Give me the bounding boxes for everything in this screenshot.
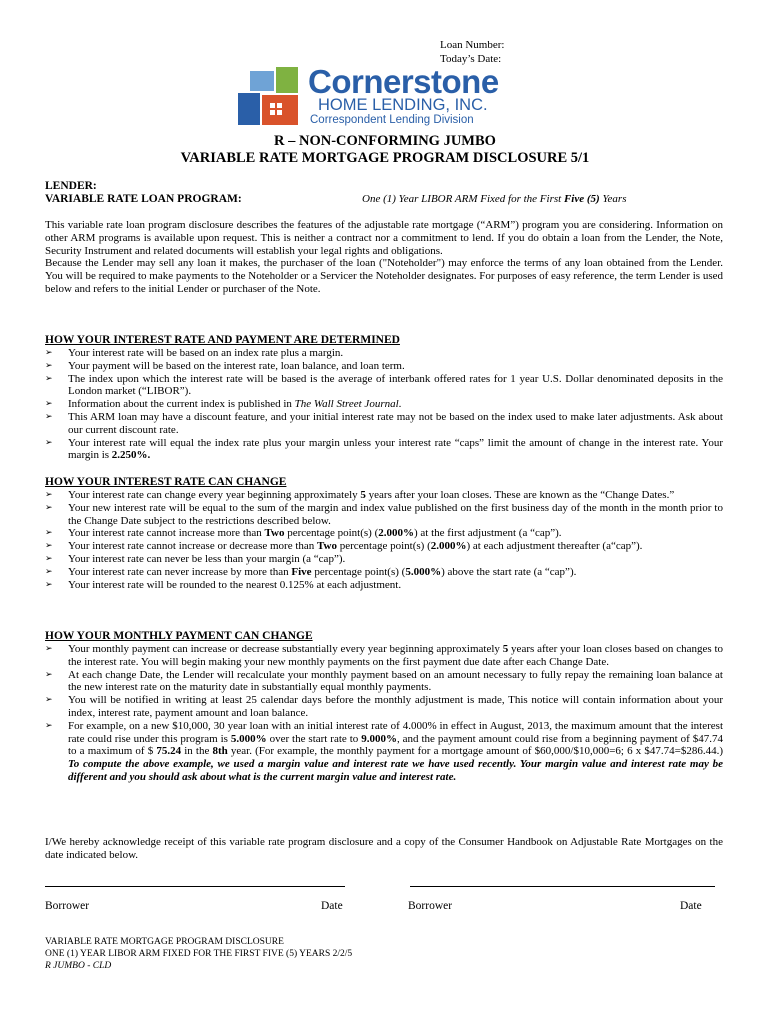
list-item: ➢ Your new interest rate will be equal to the sum of the margin and index value published on the first business day of the month in the month prior to the Change Date subject to the restrictions described below. <box>45 501 723 527</box>
arrow-bullet-icon: ➢ <box>45 566 53 577</box>
list-item: ➢ Your interest rate can change every year beginning approximately 5 years after your loan closes. These are known as the “Change Dates.” <box>45 489 675 501</box>
borrower-2-signature-line[interactable] <box>410 886 715 887</box>
intro-paragraph-1: This variable rate loan program disclosure describes the features of the adjustable rate mortgage (“ARM”) program you are considering. Information on other ARM programs is available upon request. This is neither a contract nor a commitment to lend. If you do obtain a loan from the Lender, the Note, Security Instrument and related documents will establish your legal rights and obligations. <box>45 219 723 257</box>
list-item: ➢ Your interest rate can never increase by more than Five percentage point(s) (5.000%) above the start rate (a “cap”). <box>45 565 577 578</box>
logo-wordmark <box>308 63 499 127</box>
list-item: ➢ Your payment will be based on the interest rate, loan balance, and loan term. <box>45 359 405 372</box>
list-item: ➢ Your interest rate will be based on an index rate plus a margin. <box>45 347 344 359</box>
list-item: ➢ For example, on a new $10,000, 30 year loan with an initial interest rate of 4.000% in effect in August, 2013, the maximum amount that the interest rate could rise under this program is 5.000% over the start rate to 9.000%, and the payment amount could rise from a beginning payment of $47.74 to a maximum of $ 75.24 in the 8th year. (For example, the monthly payment for a mortgage amount of $60,000/$10,000=6; 6 x $47.74=$286.44.) To compute the above example, we used a margin value and interest rate we have used recently. Your margin value and interest rate may be different and you should ask about what is the current margin value and interest rate. <box>45 719 723 783</box>
logo-block-green <box>276 67 298 93</box>
intro-text <box>45 219 723 296</box>
section-heading-rate-and-payment: HOW YOUR INTEREST RATE AND PAYMENT ARE DETERMINED <box>45 334 400 346</box>
section-rate-change <box>45 489 723 591</box>
arrow-bullet-icon: ➢ <box>45 411 53 422</box>
borrower-1-label: Borrower <box>45 900 90 912</box>
footer <box>45 936 352 972</box>
company-logo <box>236 63 546 127</box>
date-2-label: Date <box>680 900 702 912</box>
program-label: VARIABLE RATE LOAN PROGRAM: <box>45 193 242 205</box>
program-value-suffix: Years <box>599 193 627 205</box>
list-item: ➢ You will be notified in writing at least 25 calendar days before the monthly adjustment is made, This notice will contain information about your index, interest rate, payment amount and loan balance. <box>45 694 723 719</box>
footer-line-1: VARIABLE RATE MORTGAGE PROGRAM DISCLOSURE <box>45 937 284 947</box>
arrow-bullet-icon: ➢ <box>45 490 53 500</box>
date-1-label: Date <box>321 900 343 912</box>
house-logo-icon <box>236 67 300 127</box>
arrow-bullet-icon: ➢ <box>45 720 53 731</box>
arrow-bullet-icon: ➢ <box>45 360 53 371</box>
loan-number-label: Loan Number: <box>440 39 505 51</box>
arrow-bullet-icon: ➢ <box>45 553 53 564</box>
acknowledgement-text: I/We hereby acknowledge receipt of this variable rate program disclosure and a copy of the Consumer Handbook on Adjustable Rate Mortgages on the date indicated below. <box>45 836 723 861</box>
logo-subtitle: HOME LENDING, INC. <box>318 96 488 114</box>
footer-line-3: R JUMBO - CLD <box>45 961 112 971</box>
list-item: ➢ Information about the current index is published in The Wall Street Journal. <box>45 398 402 411</box>
loan-meta <box>440 38 504 66</box>
section-heading-rate-change: HOW YOUR INTEREST RATE CAN CHANGE <box>45 476 287 488</box>
logo-block-blue <box>238 93 260 125</box>
list-item: ➢ Your interest rate will equal the index rate plus your margin unless your interest rate “caps” limit the amount of change in the interest rate. Your margin is 2.250%. <box>45 436 723 462</box>
list-item: ➢ At each change Date, the Lender will recalculate your monthly payment based on an amount necessary to fully repay the remaining loan balance at the new interest rate on the maturity date in substantially equal monthly payments. <box>45 668 723 694</box>
arrow-bullet-icon: ➢ <box>45 373 53 384</box>
title-line-1: R – NON-CONFORMING JUMBO <box>274 133 496 149</box>
lender-label: LENDER: <box>45 180 97 192</box>
list-item: ➢ Your interest rate cannot increase more than Two percentage point(s) (2.000%) at the first adjustment (a “cap”). <box>45 527 562 540</box>
borrower-2-label: Borrower <box>408 900 453 912</box>
logo-name: Cornerstone <box>308 63 499 100</box>
arrow-bullet-icon: ➢ <box>45 437 53 448</box>
logo-block-light-blue <box>250 71 274 91</box>
logo-division: Correspondent Lending Division <box>310 114 474 126</box>
arrow-bullet-icon: ➢ <box>45 579 53 590</box>
list-item: ➢ The index upon which the interest rate will be based is the average of interbank offered rates for 1 year U.S. Dollar denominated deposits in the London market (“LIBOR”). <box>45 372 723 398</box>
arrow-bullet-icon: ➢ <box>45 695 53 706</box>
borrower-1-signature-line[interactable] <box>45 886 345 887</box>
todays-date-label: Today’s Date: <box>440 53 502 65</box>
program-value-years: Five (5) <box>563 193 600 205</box>
footer-line-2: ONE (1) YEAR LIBOR ARM FIXED FOR THE FIRST FIVE (5) YEARS 2/2/5 <box>45 949 353 959</box>
list-item: ➢ Your interest rate can never be less than your margin (a “cap”). <box>45 552 346 565</box>
program-value <box>362 193 627 206</box>
arrow-bullet-icon: ➢ <box>45 348 53 358</box>
program-value-prefix: One (1) Year LIBOR ARM Fixed for the First <box>362 193 564 205</box>
intro-paragraph-2: Because the Lender may sell any loan it makes, the purchaser of the loan ("Noteholder") may enforce the terms of any loan obtained from the Lender. You will be required to make payments to the Noteholder or a Servicer the Noteholder designates. For purposes of easy reference, the term Lender is used below and refers to the initial Lender or purchaser of the Note. <box>45 257 723 295</box>
list-item: ➢ Your interest rate cannot increase or decrease more than Two percentage point(s) (2.000%) at each adjustment thereafter (a“cap”). <box>45 540 643 553</box>
list-item: ➢ Your monthly payment can increase or decrease substantially every year beginning approximately 5 years after your loan closes based on changes to the interest rate. You will begin making your new monthly payments on the first payment due date after each Change Date. <box>45 643 724 668</box>
arrow-bullet-icon: ➢ <box>45 541 53 552</box>
list-item: ➢ Your interest rate will be rounded to the nearest 0.125% at each adjustment. <box>45 578 402 591</box>
arrow-bullet-icon: ➢ <box>45 528 53 539</box>
arrow-bullet-icon: ➢ <box>45 502 53 513</box>
arrow-bullet-icon: ➢ <box>45 644 53 654</box>
section-heading-payment-change: HOW YOUR MONTHLY PAYMENT CAN CHANGE <box>45 630 313 642</box>
arrow-bullet-icon: ➢ <box>45 399 53 410</box>
arrow-bullet-icon: ➢ <box>45 669 53 680</box>
title-line-2: VARIABLE RATE MORTGAGE PROGRAM DISCLOSURE 5/1 <box>180 150 590 166</box>
section-payment-change <box>45 643 723 784</box>
section-rate-and-payment <box>45 347 723 462</box>
list-item: ➢ This ARM loan may have a discount feature, and your initial interest rate may not be based on the index used to make later adjustments. Ask about our current discount rate. <box>45 410 723 436</box>
